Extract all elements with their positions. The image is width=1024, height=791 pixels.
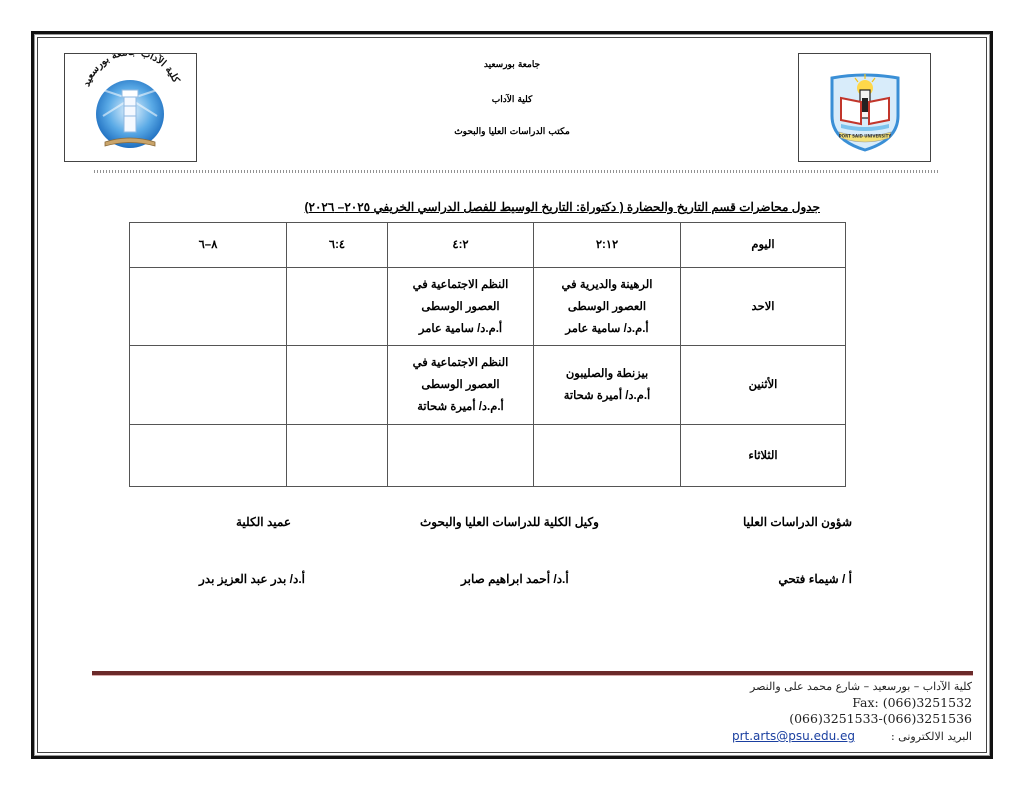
faculty-of-arts-logo-icon — [65, 54, 196, 161]
empty-cell — [287, 346, 388, 425]
footer-fax: Fax: (066)3251532 — [852, 695, 972, 710]
lecture-cell — [388, 346, 534, 425]
signature-title-dean: عميد الكلية — [236, 515, 291, 529]
course-name: النظم الاجتماعية في — [412, 357, 509, 369]
university-name: جامعة بورسعيد — [483, 60, 541, 70]
column-header-slot: ٢:١٢ — [534, 223, 681, 268]
table-row — [130, 346, 846, 425]
column-header-slot: ٤:٢ — [388, 223, 534, 268]
empty-cell — [130, 425, 287, 487]
footer-address: كلية الآداب – بورسعيد – شارع محمد على والنصر — [750, 680, 972, 693]
lecturer-name: أ.م.د/ أميرة شحاتة — [417, 401, 504, 413]
lecturer-name: أ.م.د/ سامية عامر — [565, 322, 649, 335]
course-name: العصور الوسطى — [421, 300, 500, 313]
email-link[interactable]: prt.arts@psu.edu.eg — [731, 729, 855, 743]
lecture-cell — [534, 268, 681, 346]
header-divider — [94, 170, 939, 173]
office-name: مكتب الدراسات العليا والبحوث — [454, 127, 570, 137]
svg-text:كلية الآداب جامعة بورسعيد: كلية الآداب عة بورسعيد — [81, 54, 182, 89]
table-header-row — [130, 223, 846, 268]
signature-name-postgrad-affairs: أ / شيماء فتحي — [778, 572, 852, 586]
course-name: بيزنطة والصليبون — [565, 368, 649, 380]
course-name: العصور الوسطى — [421, 379, 500, 391]
column-header-slot: ٨–٦ — [130, 223, 287, 268]
empty-cell — [534, 425, 681, 487]
lecturer-name: أ.م.د/ سامية عامر — [418, 322, 503, 335]
empty-cell — [388, 425, 534, 487]
table-row — [130, 268, 846, 346]
course-name: العصور الوسطى — [567, 300, 647, 313]
signature-title-vice-dean: وكيل الكلية للدراسات العليا والبحوث — [420, 515, 599, 529]
signature-title-postgrad-affairs: شؤون الدراسات العليا — [743, 515, 852, 529]
footer-phones: (066)3251533-(066)3251536 — [789, 711, 972, 726]
lecturer-name: أ.م.د/ أميرة شحاتة — [563, 390, 651, 402]
svg-text:PORT SAID UNIVERSITY: PORT SAID UNIVERSITY — [838, 133, 892, 139]
table-row — [130, 425, 846, 487]
day-cell: الاحد — [681, 268, 846, 346]
empty-cell — [130, 268, 287, 346]
empty-cell — [287, 268, 388, 346]
port-said-university-logo-icon — [799, 54, 930, 161]
empty-cell — [287, 425, 388, 487]
lecture-cell — [534, 346, 681, 425]
course-name: الرهينة والديرية في — [561, 278, 653, 291]
footer-email-line — [732, 728, 972, 743]
schedule-table — [129, 222, 846, 487]
schedule-title: جدول محاضرات قسم التاريخ والحضارة ( دكتوراة: التاريخ الوسيط للفصل الدراسي الخريفي ٢٠٢٥– ٢٠٢٦) — [304, 200, 820, 214]
lecture-cell — [388, 268, 534, 346]
faculty-name: كلية الآداب — [491, 95, 533, 105]
course-name: النظم الاجتماعية في — [412, 278, 509, 291]
column-header-day: اليوم — [681, 223, 846, 268]
day-cell: الأثنين — [681, 346, 846, 425]
column-header-slot: ٦:٤ — [287, 223, 388, 268]
signature-name-vice-dean: أ.د/ أحمد ابراهيم صابر — [461, 572, 569, 586]
day-cell: الثلاثاء — [681, 425, 846, 487]
signature-name-dean: أ.د/ بدر عبد العزيز بدر — [199, 572, 305, 586]
empty-cell — [130, 346, 287, 425]
footer-divider — [92, 671, 973, 676]
email-label: البريد الالكترونى : — [890, 730, 972, 743]
